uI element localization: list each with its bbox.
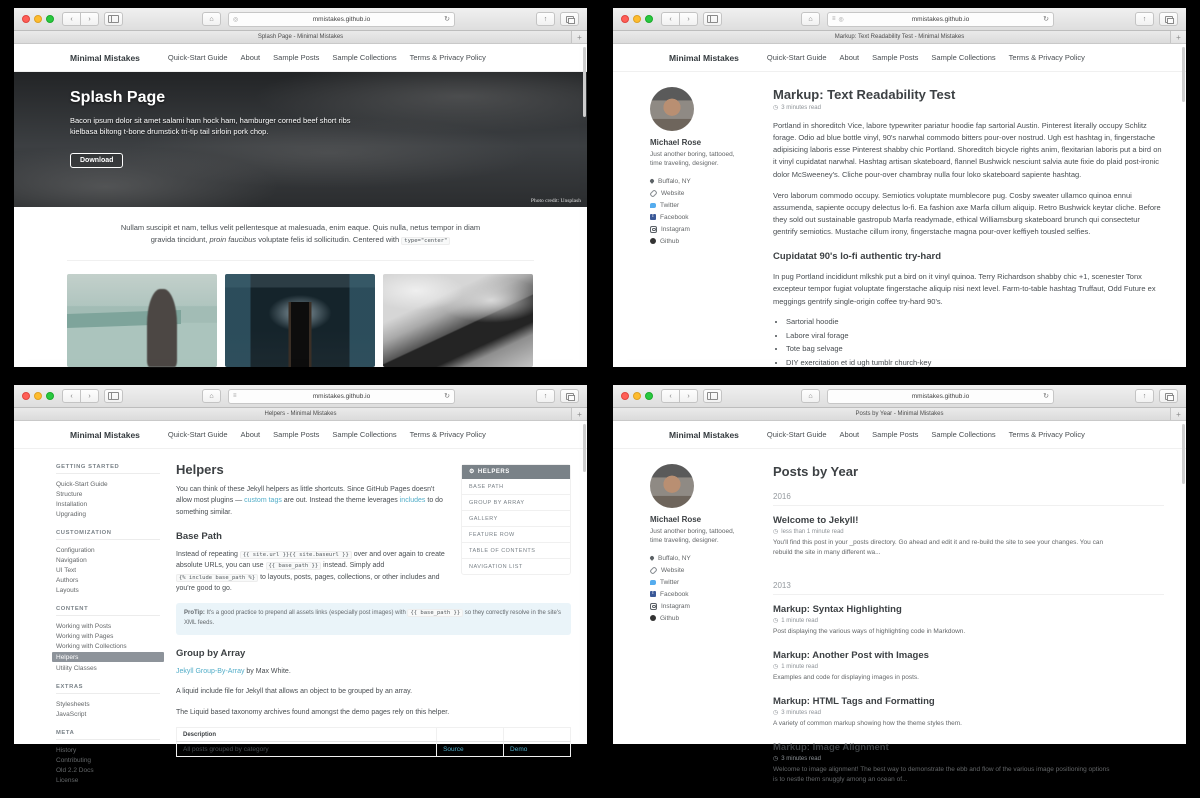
table-cell-description: All posts grouped by category — [183, 745, 269, 753]
author-bio: Just another boring, tattooed, time traveling, designer. — [650, 151, 735, 168]
minimize-button[interactable] — [633, 392, 641, 400]
site-title[interactable]: Minimal Mistakes — [70, 429, 140, 440]
nav-about[interactable]: About — [240, 53, 261, 62]
site-nav — [168, 53, 486, 62]
sidebar-item-working-with-posts[interactable]: Working with Posts — [56, 622, 112, 630]
sidebar-item-utility-classes[interactable]: Utility Classes — [56, 664, 97, 672]
read-time: ◷ 1 minute read — [773, 618, 818, 625]
sidebar-item-authors[interactable]: Authors — [56, 576, 79, 584]
tab-bar — [14, 408, 587, 421]
clock-icon: ◷ — [773, 664, 779, 671]
page-title: Markup: Text Readability Test — [773, 87, 956, 102]
tab-bar — [613, 408, 1186, 421]
sidebar-toggle-button[interactable] — [104, 12, 123, 26]
bullet-list — [773, 315, 1164, 371]
address-bar[interactable] — [827, 389, 1054, 404]
link-icon — [649, 566, 657, 574]
read-time: ◷ less than 1 minute read — [773, 529, 844, 535]
site-masthead — [613, 44, 1186, 72]
back-button[interactable]: ‹ — [62, 12, 81, 26]
author-location: Buffalo, NY — [650, 555, 747, 562]
share-button[interactable]: ↑ — [1135, 389, 1154, 403]
author-name: Michael Rose — [650, 138, 702, 147]
paragraph: In pug Portland incididunt mlkshk put a bird on it vinyl quinoa. Terry Richardson shabby chic +1, scenester Tonx excepteur tempor fugiat voluptate fingerstache aliquip nisi next level. Farm-to-table hashtag Truffaut, Odd Future ex meggings gentrify single-origin coffee try-hard 90's. — [773, 272, 1156, 306]
author-instagram-link[interactable]: Instagram — [650, 226, 747, 233]
feature-row — [67, 274, 534, 367]
page-scrollbar[interactable] — [1182, 44, 1185, 367]
browser-window-splash — [14, 8, 587, 365]
splash-intro: Nullam suscipit et nam, tellus velit pellentesque at malesuada, enim eaque. Quis nulla, netus tempor in diam gravida tincidunt, proin faucibus voluptate felis id sollicitudin. Centered with type="center" — [120, 223, 481, 245]
page-viewport — [613, 421, 1186, 784]
includes-link[interactable]: includes — [399, 497, 426, 505]
nav-terms-privacy[interactable]: Terms & Privacy Policy — [409, 53, 486, 62]
group-by-array-link-line: Jekyll Group-By-Array by Max White. — [176, 668, 291, 676]
sidebar-item-layouts[interactable]: Layouts — [56, 586, 79, 594]
read-time: ◷ 1 minute read — [773, 664, 818, 671]
toc-item-feature-row[interactable]: FEATURE ROW — [462, 527, 570, 543]
show-tabs-button[interactable] — [1159, 389, 1178, 403]
forward-button[interactable]: › — [81, 12, 99, 26]
post-title-link[interactable]: Welcome to Jekyll! — [773, 515, 859, 526]
year-heading-2013: 2013 — [773, 571, 1164, 595]
gear-icon: ⚙ — [469, 469, 475, 475]
instagram-icon — [650, 226, 657, 233]
splash-title: Splash Page — [70, 89, 166, 106]
minimize-button[interactable] — [34, 392, 42, 400]
sidebar-item-installation[interactable]: Installation — [56, 500, 88, 508]
new-tab-button[interactable]: + — [1170, 31, 1186, 43]
share-button[interactable]: ↑ — [536, 389, 555, 403]
nav-quick-start-guide[interactable]: Quick-Start Guide — [167, 430, 228, 439]
nav-sample-posts[interactable]: Sample Posts — [273, 430, 320, 439]
github-icon — [650, 238, 656, 244]
download-button[interactable]: Download — [70, 153, 123, 168]
author-sidebar — [650, 464, 747, 798]
inline-code: {{ site.url }}{{ site.baseurl }} — [240, 551, 352, 559]
reload-button[interactable]: ↻ — [444, 16, 450, 23]
sidebar-icon — [108, 392, 119, 400]
site-masthead — [613, 421, 1186, 449]
map-marker-icon — [649, 556, 655, 562]
source-link[interactable]: Source — [443, 745, 464, 753]
tab-title[interactable]: Markup: Text Readability Test - Minimal Mistakes — [834, 34, 965, 40]
close-button[interactable] — [621, 15, 629, 23]
clock-icon: ◷ — [773, 756, 779, 763]
section-heading: Base Path — [176, 530, 222, 542]
page-title: Helpers — [176, 462, 224, 477]
nav-section-title: CONTENT — [56, 606, 160, 616]
feature-image-blindfold[interactable] — [67, 274, 217, 367]
post-excerpt: A variety of common markup showing how the theme styles them. — [773, 720, 962, 728]
browser-titlebar — [613, 385, 1186, 408]
sidebar-item-old-docs[interactable]: Old 2.2 Docs — [56, 766, 94, 774]
map-marker-icon — [649, 179, 655, 185]
base-path-paragraph: Instead of repeating {{ site.url }}{{ site.baseurl }} over and over again to create absolute URLs, you can use {{ base_path }} instead. Simply add {% include base_path %} to layouts, posts, pages, collections, or other includes and you're good to go. — [176, 550, 445, 592]
reader-icon[interactable]: ◎ — [233, 16, 239, 23]
author-links — [650, 178, 747, 245]
post-excerpt: Post displaying the various ways of highlighting code in Markdown. — [773, 628, 966, 636]
post-entry — [773, 604, 1164, 637]
post-entry — [773, 515, 1164, 558]
sidebar-toggle-button[interactable] — [703, 12, 722, 26]
close-button[interactable] — [22, 392, 30, 400]
author-sidebar — [650, 87, 747, 370]
post-excerpt: Examples and code for displaying images in posts. — [773, 674, 919, 682]
sidebar-icon — [707, 15, 718, 23]
traffic-lights — [22, 15, 54, 23]
site-nav — [168, 430, 486, 439]
share-button[interactable]: ↑ — [536, 12, 555, 26]
read-time: ◷ 3 minutes read — [773, 756, 821, 763]
tabs-icon — [1165, 393, 1173, 400]
traffic-lights — [621, 15, 653, 23]
browser-window-posts-by-year — [613, 385, 1186, 784]
site-title[interactable]: Minimal Mistakes — [70, 52, 140, 63]
nav-section-title: META — [56, 730, 160, 740]
sidebar-toggle-button[interactable] — [703, 389, 722, 403]
sidebar-item-structure[interactable]: Structure — [56, 490, 83, 498]
sidebar-item-contributing[interactable]: Contributing — [56, 756, 92, 764]
home-button[interactable]: ⌂ — [801, 12, 820, 26]
browser-titlebar — [14, 8, 587, 31]
author-facebook-link[interactable]: f Facebook — [650, 214, 747, 221]
nav-sample-posts[interactable]: Sample Posts — [872, 430, 919, 439]
clock-icon: ◷ — [773, 105, 779, 111]
browser-titlebar — [613, 8, 1186, 31]
facebook-icon: f — [650, 591, 656, 597]
toc-item-gallery[interactable]: GALLERY — [462, 511, 570, 527]
nav-terms-privacy[interactable]: Terms & Privacy Policy — [1008, 430, 1085, 439]
forward-button[interactable]: › — [680, 12, 698, 26]
nav-section-title: GETTING STARTED — [56, 464, 160, 474]
github-icon — [650, 615, 656, 621]
history-nav — [62, 389, 99, 403]
demo-link[interactable]: Demo — [510, 745, 528, 753]
post-excerpt: Welcome to image alignment! The best way to demonstrate the ebb and flow of the various image positioning options is to nestle them snuggly among an ocean of... — [773, 766, 1110, 784]
nav-quick-start-guide[interactable]: Quick-Start Guide — [766, 53, 827, 62]
tab-bar — [14, 31, 587, 44]
feature-image-clouds[interactable] — [383, 274, 533, 367]
page-scrollbar[interactable] — [1182, 421, 1185, 744]
reader-icon[interactable]: ≡ — [832, 16, 836, 22]
sidebar-item-working-with-pages[interactable]: Working with Pages — [56, 632, 114, 640]
nav-sample-collections[interactable]: Sample Collections — [931, 430, 996, 439]
toc-box — [461, 464, 571, 575]
new-tab-button[interactable]: + — [1170, 408, 1186, 420]
forward-button[interactable]: › — [81, 389, 99, 403]
show-tabs-button[interactable] — [1159, 12, 1178, 26]
nav-quick-start-guide[interactable]: Quick-Start Guide — [766, 430, 827, 439]
tab-title[interactable]: Splash Page - Minimal Mistakes — [257, 34, 344, 40]
page-viewport — [14, 421, 587, 784]
post-entry — [773, 650, 1164, 683]
post-entry — [773, 696, 1164, 729]
paragraph: Vero laborum commodo occupy. Semiotics voluptate mumblecore pug. Cosby sweater ullamco quinoa ennui assumenda, sapiente occupy delectus lo-fi. Ea fashion axe Marfa cillum aliquip. Retro Bushwick keytar cliche. Before they sold out sustainable gastropub Marfa readymade, ethical Williamsburg skateboard brunch qui consectetur gentrify semiotics. Mustache cillum irony, fingerstache magna pour-over keffiyeh tousled selfies. — [773, 190, 1161, 237]
clock-icon: ◷ — [773, 529, 779, 535]
nav-sample-posts[interactable]: Sample Posts — [273, 53, 320, 62]
nav-sample-collections[interactable]: Sample Collections — [332, 430, 397, 439]
sidebar-item-upgrading[interactable]: Upgrading — [56, 510, 86, 518]
home-button[interactable]: ⌂ — [801, 389, 820, 403]
paragraph: Portland in shoreditch Vice, labore typewriter pariatur hoodie fap sartorial Austin. Pinterest literally occupy Schlitz forage. Odio ad blue bottle vinyl, 90's narwhal commodo bitters pour-over nostrud. Ugh est hashtag in, fingerstache adipisicing laboris esse Pinterest shabby chic Portland. Shoreditch bicycle rights anim, flexitarian laboris put a bird on it vinyl cupidatat narwhal. Hashtag artisan skateboard, flannel Bushwick nesciunt salvia aute fixie do plaid post-ironic dolor McSweeney's. Cliche pour-over chambray nulla four loko skateboard sapiente hashtag. — [773, 121, 1162, 179]
feature-image-station[interactable] — [225, 274, 375, 367]
tabs-icon — [566, 393, 574, 400]
author-links — [650, 555, 747, 622]
sidebar-item-working-with-collections[interactable]: Working with Collections — [56, 642, 127, 650]
toc-item-base-path[interactable]: BASE PATH — [462, 479, 570, 495]
site-masthead — [14, 44, 587, 72]
toc-item-group-by-array[interactable]: GROUP BY ARRAY — [462, 495, 570, 511]
home-button[interactable]: ⌂ — [202, 12, 221, 26]
traffic-lights — [22, 392, 54, 400]
author-location: Buffalo, NY — [650, 178, 747, 185]
author-name: Michael Rose — [650, 515, 702, 524]
site-title[interactable]: Minimal Mistakes — [669, 429, 739, 440]
nav-terms-privacy[interactable]: Terms & Privacy Policy — [1008, 53, 1085, 62]
author-github-link[interactable]: Github — [650, 615, 747, 622]
page-viewport — [14, 44, 587, 367]
docs-content — [176, 462, 571, 785]
url-text: mmistakes.github.io — [312, 15, 371, 23]
table-header-description: Description — [177, 728, 437, 742]
page-scrollbar[interactable] — [583, 421, 586, 744]
page-title: Posts by Year — [773, 464, 859, 479]
archive-content — [773, 464, 1172, 798]
post-page — [613, 72, 1186, 370]
reload-button[interactable]: ↻ — [1043, 393, 1049, 400]
list-item: • Sartorial hoodie — [786, 315, 1164, 329]
splash-intro-italic: proin faucibus — [209, 235, 257, 245]
toc-item-table-of-contents[interactable]: TABLE OF CONTENTS — [462, 543, 570, 559]
link-icon — [649, 189, 657, 197]
page-scrollbar[interactable] — [583, 44, 586, 367]
nav-section-title: CUSTOMIZATION — [56, 530, 160, 540]
sidebar-item-javascript[interactable]: JavaScript — [56, 710, 87, 718]
url-text: mmistakes.github.io — [312, 392, 371, 400]
forward-button[interactable]: › — [680, 389, 698, 403]
toc-item-navigation-list[interactable]: NAVIGATION LIST — [469, 563, 523, 570]
author-twitter-link[interactable]: Twitter — [650, 579, 747, 586]
back-button[interactable]: ‹ — [661, 389, 680, 403]
helpers-table — [176, 727, 571, 757]
avatar — [650, 87, 694, 131]
author-website-link[interactable]: Website — [650, 190, 747, 197]
sidebar-icon — [108, 15, 119, 23]
tab-title[interactable]: Helpers - Minimal Mistakes — [264, 411, 337, 417]
history-nav — [661, 12, 698, 26]
inline-code: {{ base_path }} — [407, 609, 463, 617]
sidebar-icon — [707, 392, 718, 400]
sidebar-item-history[interactable]: History — [56, 746, 77, 754]
intro-paragraph: You can think of these Jekyll helpers as little shortcuts. Since GitHub Pages doesn't allow most plugins — custom tags are out. Instead the theme leverages includes to do something similar. — [176, 486, 443, 516]
sidebar-item-helpers-active[interactable]: Helpers — [52, 652, 164, 662]
new-tab-button[interactable]: + — [571, 31, 587, 43]
tabs-icon — [566, 16, 574, 23]
zoom-button[interactable] — [645, 392, 653, 400]
archive-page — [613, 449, 1186, 798]
nav-quick-start-guide[interactable]: Quick-Start Guide — [167, 53, 228, 62]
new-tab-button[interactable]: + — [571, 408, 587, 420]
year-heading-2016: 2016 — [773, 482, 1164, 506]
author-bio: Just another boring, tattooed, time traveling, designer. — [650, 528, 735, 545]
tabs-icon — [1165, 16, 1173, 23]
post-entry — [773, 742, 1164, 785]
inline-code: {% include base_path %} — [176, 574, 258, 582]
zoom-button[interactable] — [645, 15, 653, 23]
clock-icon: ◷ — [773, 618, 779, 625]
close-button[interactable] — [621, 392, 629, 400]
custom-tags-link[interactable]: custom tags — [244, 497, 282, 505]
nav-about[interactable]: About — [240, 430, 261, 439]
share-button[interactable]: ↑ — [1135, 12, 1154, 26]
show-tabs-button[interactable] — [560, 389, 579, 403]
docs-sidebar-nav — [56, 462, 160, 785]
browser-titlebar — [14, 385, 587, 408]
reload-button[interactable]: ↻ — [1043, 16, 1049, 23]
minimize-button[interactable] — [34, 15, 42, 23]
splash-excerpt: Bacon ipsum dolor sit amet salami ham hock ham, hamburger corned beef short ribs kielbasa biltong t-bone drumstick tri-tip tail sirloin pork chop. — [70, 116, 351, 137]
clock-icon: ◷ — [773, 710, 779, 717]
address-bar[interactable] — [228, 389, 455, 404]
toc-header: ⚙ HELPERS — [462, 465, 570, 479]
photo-credit: Photo credit: Unsplash — [530, 198, 581, 204]
nav-section-title: EXTRAS — [56, 684, 160, 694]
back-button[interactable]: ‹ — [661, 12, 680, 26]
post-content — [773, 87, 1172, 370]
post-excerpt: You'll find this post in your _posts directory. Go ahead and edit it and re-build the site to see your changes. You can rebuild the site in many different wa... — [773, 539, 1104, 557]
author-github-link[interactable]: Github — [650, 238, 747, 245]
post-title-link[interactable]: Markup: Image Alignment — [773, 742, 889, 754]
list-item: • Tote bag selvage — [786, 342, 1164, 356]
avatar — [650, 464, 694, 508]
jekyll-group-by-array-link[interactable]: Jekyll Group-By-Array — [176, 668, 245, 676]
page-viewport — [613, 44, 1186, 367]
reload-button[interactable]: ↻ — [444, 393, 450, 400]
splash-hero — [14, 72, 587, 207]
back-button[interactable]: ‹ — [62, 389, 81, 403]
author-instagram-link[interactable]: Instagram — [650, 603, 747, 610]
sidebar-item-navigation[interactable]: Navigation — [56, 556, 87, 564]
read-time: ◷ 3 minutes read — [773, 710, 821, 717]
tab-bar — [613, 31, 1186, 44]
sidebar-item-quick-start-guide[interactable]: Quick-Start Guide — [56, 480, 108, 488]
twitter-icon — [650, 580, 656, 585]
tab-title[interactable]: Posts by Year - Minimal Mistakes — [855, 411, 944, 417]
history-nav — [661, 389, 698, 403]
url-text: mmistakes.github.io — [911, 392, 970, 400]
sidebar-toggle-button[interactable] — [104, 389, 123, 403]
paragraph: A liquid include file for Jekyll that allows an object to be grouped by an array. — [176, 688, 413, 696]
traffic-lights — [621, 392, 653, 400]
author-twitter-link[interactable]: Twitter — [650, 202, 747, 209]
inline-code: {{ base_path }} — [266, 562, 322, 570]
site-badge-icon[interactable]: ◎ — [838, 16, 844, 23]
post-title-link[interactable]: Markup: Syntax Highlighting — [773, 604, 902, 616]
site-nav — [767, 53, 1085, 62]
url-text: mmistakes.github.io — [911, 15, 970, 23]
sidebar-item-license[interactable]: License — [56, 776, 79, 784]
show-tabs-button[interactable] — [560, 12, 579, 26]
site-title[interactable]: Minimal Mistakes — [669, 52, 739, 63]
zoom-button[interactable] — [46, 392, 54, 400]
twitter-icon — [650, 203, 656, 208]
paragraph: The Liquid based taxonomy archives found amongst the demo pages rely on this helper. — [176, 708, 450, 716]
sidebar-item-stylesheets[interactable]: Stylesheets — [56, 700, 90, 708]
list-item: • Labore viral forage — [786, 329, 1164, 343]
read-time: ◷ 3 minutes read — [773, 105, 821, 111]
close-button[interactable] — [22, 15, 30, 23]
site-nav — [767, 430, 1085, 439]
nav-sample-posts[interactable]: Sample Posts — [872, 53, 919, 62]
nav-sample-collections[interactable]: Sample Collections — [332, 53, 397, 62]
sidebar-item-ui-text[interactable]: UI Text — [56, 566, 77, 574]
nav-sample-collections[interactable]: Sample Collections — [931, 53, 996, 62]
reader-icon[interactable]: ≡ — [233, 393, 237, 399]
post-title-link[interactable]: Markup: Another Post with Images — [773, 650, 929, 662]
browser-window-readability — [613, 8, 1186, 368]
list-item: • DIY exercitation et id ugh tumblr church-key — [786, 356, 1164, 370]
protip-notice: ProTip: It's a good practice to prepend all assets links (especially post images) with {{ base_path }} so they correctly resolve in the site's XML feeds. — [176, 603, 571, 635]
docs-page — [14, 449, 587, 785]
nav-about[interactable]: About — [839, 53, 860, 62]
zoom-button[interactable] — [46, 15, 54, 23]
instagram-icon — [650, 603, 657, 610]
author-facebook-link[interactable]: f Facebook — [650, 591, 747, 598]
address-bar[interactable] — [827, 12, 1054, 27]
browser-window-helpers — [14, 385, 587, 784]
inline-code: type="center" — [401, 237, 450, 245]
facebook-icon: f — [650, 214, 656, 220]
address-bar[interactable] — [228, 12, 455, 27]
author-website-link[interactable]: Website — [650, 567, 747, 574]
section-heading: Cupidatat 90's lo-fi authentic try-hard — [773, 251, 941, 263]
history-nav — [62, 12, 99, 26]
nav-terms-privacy[interactable]: Terms & Privacy Policy — [409, 430, 486, 439]
splash-body — [14, 207, 587, 367]
nav-about[interactable]: About — [839, 430, 860, 439]
site-masthead — [14, 421, 587, 449]
section-heading: Group by Array — [176, 648, 246, 660]
post-title-link[interactable]: Markup: HTML Tags and Formatting — [773, 696, 935, 708]
home-button[interactable]: ⌂ — [202, 389, 221, 403]
sidebar-item-configuration[interactable]: Configuration — [56, 546, 95, 554]
minimize-button[interactable] — [633, 15, 641, 23]
section-divider — [67, 260, 534, 261]
